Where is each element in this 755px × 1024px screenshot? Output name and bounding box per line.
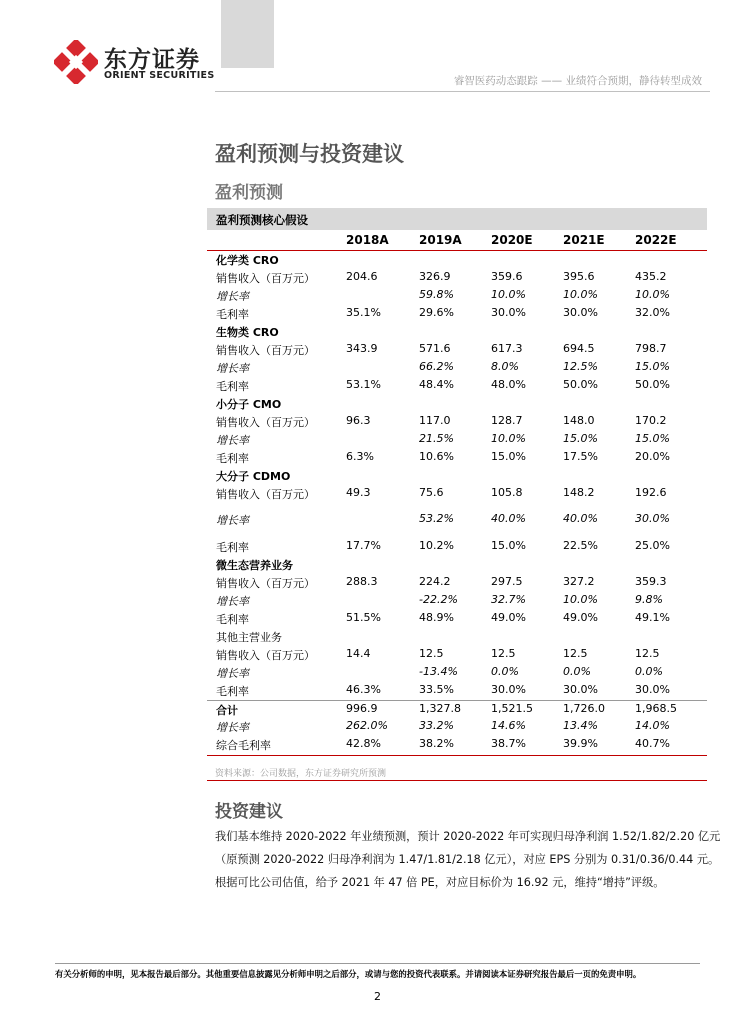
table-cell: 38.2% — [419, 737, 454, 750]
table-row — [207, 323, 707, 341]
table-cell: 10.6% — [419, 450, 454, 463]
table-title: 盈利预测核心假设 — [216, 213, 308, 227]
row-label: 增长率 — [216, 434, 249, 447]
table-cell: 1,327.8 — [419, 702, 461, 715]
header-divider — [215, 91, 710, 92]
table-cell: 49.3 — [346, 486, 371, 499]
table-cell: 50.0% — [635, 378, 670, 391]
table-cell: 10.0% — [563, 593, 598, 606]
table-cell: 40.0% — [563, 512, 598, 525]
table-row — [207, 610, 707, 628]
table-cell: 117.0 — [419, 414, 451, 427]
subsection-title: 盈利预测 — [215, 183, 283, 203]
table-row — [207, 646, 707, 664]
row-label: 增长率 — [216, 514, 249, 527]
table-cell: 21.5% — [419, 432, 454, 445]
row-label: 毛利率 — [216, 613, 249, 626]
table-row — [207, 431, 707, 449]
row-label: 毛利率 — [216, 380, 249, 393]
column-header: 2019A — [419, 233, 462, 247]
table-cell: 39.9% — [563, 737, 598, 750]
row-label: 毛利率 — [216, 685, 249, 698]
orient-securities-logo-icon — [54, 40, 98, 84]
table-cell: 32.7% — [491, 593, 526, 606]
table-cell: 29.6% — [419, 306, 454, 319]
table-row — [207, 269, 707, 287]
table-row — [207, 467, 707, 485]
row-label: 毛利率 — [216, 452, 249, 465]
table-cell: 10.2% — [419, 539, 454, 552]
table-row — [207, 718, 707, 736]
row-label: 增长率 — [216, 595, 249, 608]
table-cell: -22.2% — [419, 593, 458, 606]
table-cell: 15.0% — [491, 539, 526, 552]
table-cell: 288.3 — [346, 575, 378, 588]
table-cell: 1,968.5 — [635, 702, 677, 715]
table-cell: 96.3 — [346, 414, 371, 427]
table-cell: 571.6 — [419, 342, 451, 355]
table-cell: 59.8% — [419, 288, 454, 301]
row-label: 其他主营业务 — [216, 631, 282, 644]
table-cell: 9.8% — [635, 593, 663, 606]
table-cell: 359.6 — [491, 270, 523, 283]
table-row — [207, 700, 707, 719]
table-cell: 128.7 — [491, 414, 523, 427]
table-cell: 1,521.5 — [491, 702, 533, 715]
table-cell: 326.9 — [419, 270, 451, 283]
table-row — [207, 574, 707, 592]
table-cell: 170.2 — [635, 414, 667, 427]
row-label: 生物类 CRO — [216, 326, 279, 339]
table-title-bar — [207, 208, 707, 230]
table-cell: 32.0% — [635, 306, 670, 319]
table-source-note: 资料来源：公司数据，东方证券研究所预测 — [215, 769, 387, 779]
table-cell: 14.0% — [635, 719, 670, 732]
table-cell: 12.5 — [563, 647, 588, 660]
table-cell: 204.6 — [346, 270, 378, 283]
table-row — [207, 556, 707, 574]
footer-divider — [55, 963, 700, 964]
row-label: 化学类 CRO — [216, 254, 279, 267]
table-cell: 30.0% — [491, 683, 526, 696]
table-cell: 33.2% — [419, 719, 454, 732]
table-cell: 694.5 — [563, 342, 595, 355]
table-cell: 343.9 — [346, 342, 378, 355]
table-cell: 30.0% — [563, 683, 598, 696]
table-cell: 148.2 — [563, 486, 595, 499]
table-cell: 53.2% — [419, 512, 454, 525]
table-row — [207, 485, 707, 503]
table-cell: 17.5% — [563, 450, 598, 463]
table-cell: 359.3 — [635, 575, 667, 588]
table-column-header — [207, 230, 707, 251]
table-cell: 224.2 — [419, 575, 451, 588]
row-label: 销售收入（百万元） — [216, 416, 315, 429]
section-title: 盈利预测与投资建议 — [215, 142, 404, 166]
table-bottom-rule — [207, 755, 707, 756]
table-cell: 148.0 — [563, 414, 595, 427]
table-row — [207, 664, 707, 682]
table-cell: 40.0% — [491, 512, 526, 525]
table-cell: 38.7% — [491, 737, 526, 750]
table-cell: 8.0% — [491, 360, 519, 373]
table-cell: 30.0% — [563, 306, 598, 319]
table-cell: -13.4% — [419, 665, 458, 678]
table-cell: 1,726.0 — [563, 702, 605, 715]
table-cell: 435.2 — [635, 270, 667, 283]
table-cell: 327.2 — [563, 575, 595, 588]
table-cell: 48.4% — [419, 378, 454, 391]
row-label: 增长率 — [216, 667, 249, 680]
table-cell: 15.0% — [491, 450, 526, 463]
row-label: 销售收入（百万元） — [216, 272, 315, 285]
table-cell: 49.0% — [563, 611, 598, 624]
table-row — [207, 341, 707, 359]
footer-disclaimer: 有关分析师的申明，见本报告最后部分。其他重要信息披露见分析师申明之后部分，或请与您的投资代表联系。并请阅读本证券研究报告最后一页的免责申明。 — [55, 969, 642, 979]
table-cell: 996.9 — [346, 702, 378, 715]
table-cell: 30.0% — [635, 512, 670, 525]
table-cell: 15.0% — [635, 360, 670, 373]
table-cell: 0.0% — [635, 665, 663, 678]
table-cell: 48.9% — [419, 611, 454, 624]
investment-text-line: 根据可比公司估值，给予 2021 年 47 倍 PE，对应目标价为 16.92 元，维持“增持”评级。 — [215, 876, 665, 889]
table-cell: 12.5 — [419, 647, 444, 660]
row-label: 小分子 CMO — [216, 398, 282, 411]
table-row — [207, 449, 707, 467]
table-cell: 51.5% — [346, 611, 381, 624]
table-cell: 617.3 — [491, 342, 523, 355]
row-label: 销售收入（百万元） — [216, 649, 315, 662]
table-cell: 35.1% — [346, 306, 381, 319]
row-label: 微生态营养业务 — [216, 559, 293, 572]
table-row — [207, 511, 707, 529]
table-row — [207, 395, 707, 413]
table-cell: 15.0% — [563, 432, 598, 445]
column-header: 2020E — [491, 233, 533, 247]
table-cell: 75.6 — [419, 486, 444, 499]
page-number: 2 — [374, 990, 381, 1003]
row-label: 综合毛利率 — [216, 739, 271, 752]
row-label: 毛利率 — [216, 541, 249, 554]
column-header: 2018A — [346, 233, 389, 247]
table-row — [207, 287, 707, 305]
brand-name-en: ORIENT SECURITIES — [104, 70, 215, 81]
table-cell: 10.0% — [491, 288, 526, 301]
row-label: 增长率 — [216, 721, 249, 734]
table-row — [207, 628, 707, 646]
table-cell: 40.7% — [635, 737, 670, 750]
table-cell: 105.8 — [491, 486, 523, 499]
source-divider — [207, 780, 707, 781]
column-header: 2022E — [635, 233, 677, 247]
table-cell: 395.6 — [563, 270, 595, 283]
table-row — [207, 305, 707, 323]
table-cell: 0.0% — [563, 665, 591, 678]
investment-text-line: 我们基本维持 2020-2022 年业绩预测，预计 2020-2022 年可实现归母净利润 1.52/1.82/2.20 亿元 — [215, 830, 721, 843]
table-cell: 15.0% — [635, 432, 670, 445]
table-cell: 49.1% — [635, 611, 670, 624]
table-cell: 30.0% — [491, 306, 526, 319]
table-row — [207, 736, 707, 754]
table-cell: 66.2% — [419, 360, 454, 373]
table-cell: 46.3% — [346, 683, 381, 696]
table-row — [207, 592, 707, 610]
table-row — [207, 682, 707, 700]
row-label: 销售收入（百万元） — [216, 577, 315, 590]
row-label: 增长率 — [216, 290, 249, 303]
header-decor-bar — [221, 0, 274, 68]
table-row — [207, 538, 707, 556]
table-row — [207, 251, 707, 269]
table-cell: 192.6 — [635, 486, 667, 499]
table-cell: 30.0% — [635, 683, 670, 696]
table-cell: 14.4 — [346, 647, 371, 660]
table-cell: 10.0% — [635, 288, 670, 301]
table-cell: 10.0% — [563, 288, 598, 301]
table-cell: 50.0% — [563, 378, 598, 391]
table-cell: 17.7% — [346, 539, 381, 552]
row-label: 毛利率 — [216, 308, 249, 321]
table-cell: 10.0% — [491, 432, 526, 445]
table-cell: 13.4% — [563, 719, 598, 732]
report-title: 睿智医药动态跟踪 —— 业绩符合预期，静待转型成效 — [453, 75, 702, 87]
investment-text-line: （原预测 2020-2022 归母净利润为 1.47/1.81/2.18 亿元），对应 EPS 分别为 0.31/0.36/0.44 元。 — [215, 853, 720, 866]
row-label: 大分子 CDMO — [216, 470, 291, 483]
table-cell: 798.7 — [635, 342, 667, 355]
table-cell: 42.8% — [346, 737, 381, 750]
table-cell: 53.1% — [346, 378, 381, 391]
row-label: 销售收入（百万元） — [216, 488, 315, 501]
table-cell: 262.0% — [346, 719, 388, 732]
column-header: 2021E — [563, 233, 605, 247]
table-row — [207, 377, 707, 395]
table-cell: 12.5 — [491, 647, 516, 660]
table-cell: 25.0% — [635, 539, 670, 552]
table-cell: 12.5% — [563, 360, 598, 373]
table-row — [207, 413, 707, 431]
investment-title: 投资建议 — [215, 802, 283, 822]
table-cell: 6.3% — [346, 450, 374, 463]
table-cell: 14.6% — [491, 719, 526, 732]
row-label: 销售收入（百万元） — [216, 344, 315, 357]
table-cell: 12.5 — [635, 647, 660, 660]
table-cell: 0.0% — [491, 665, 519, 678]
table-cell: 22.5% — [563, 539, 598, 552]
row-label: 增长率 — [216, 362, 249, 375]
table-cell: 20.0% — [635, 450, 670, 463]
row-label: 合计 — [216, 704, 238, 717]
table-cell: 49.0% — [491, 611, 526, 624]
brand-name-cn: 东方证券 — [104, 47, 200, 73]
table-cell: 33.5% — [419, 683, 454, 696]
table-cell: 48.0% — [491, 378, 526, 391]
table-row — [207, 359, 707, 377]
table-cell: 297.5 — [491, 575, 523, 588]
